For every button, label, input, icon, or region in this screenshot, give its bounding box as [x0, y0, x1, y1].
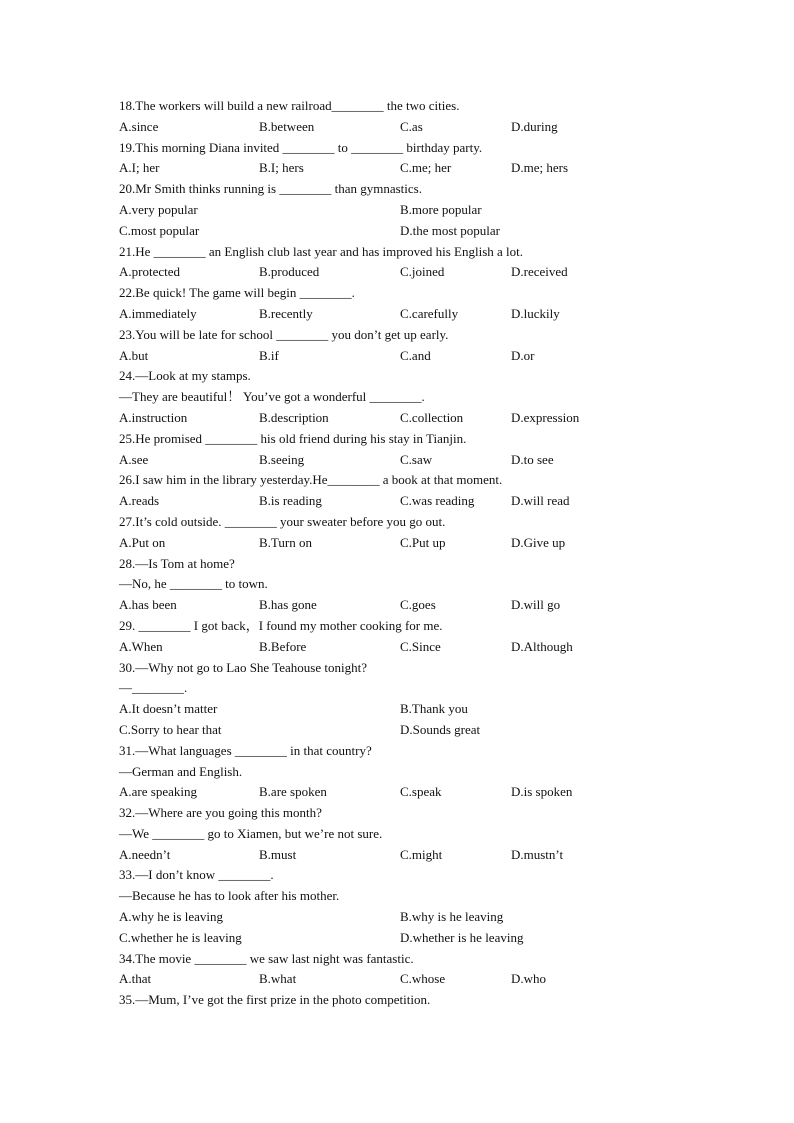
option-d: D.who [511, 971, 547, 987]
option-d: D.will read [511, 493, 570, 509]
option-c: C.whose [400, 971, 446, 987]
option-d: D.me; hers [511, 160, 569, 176]
option-c: C.carefully [400, 305, 459, 321]
option-c: C.Since [400, 638, 441, 654]
option-a: A.but [119, 347, 149, 363]
option-a: A.since [119, 118, 159, 134]
question-stem: 19.This morning Diana invited ________ to ________ birthday party. [119, 139, 483, 155]
option-b: B.between [259, 118, 315, 134]
option-c: C.and [400, 347, 431, 363]
option-c: C.might [400, 846, 443, 862]
question-stem: 31.—What languages ________ in that country? [119, 742, 372, 758]
option-a: A.very popular [119, 201, 198, 217]
question-stem: 27.It’s cold outside. ________ your sweater before you go out. [119, 513, 446, 529]
option-c: C.Put up [400, 534, 446, 550]
option-b: B.Before [259, 638, 307, 654]
option-d: D.or [511, 347, 535, 363]
options-row [119, 845, 719, 866]
option-a: A.needn’t [119, 846, 171, 862]
question-stem: 25.He promised ________ his old friend during his stay in Tianjin. [119, 430, 467, 446]
option-d: D.received [511, 264, 568, 280]
option-c: C.Sorry to hear that [119, 721, 222, 737]
option-a: A.When [119, 638, 163, 654]
option-c: C.speak [400, 784, 442, 800]
question-stem: 26.I saw him in the library yesterday.He________ a book at that moment. [119, 472, 503, 488]
question-stem: 32.—Where are you going this month? [119, 805, 322, 821]
option-c: C.as [400, 118, 423, 134]
option-c: C.most popular [119, 222, 200, 238]
option-d: D.Give up [511, 534, 566, 550]
option-b: B.are spoken [259, 784, 327, 800]
exam-page [119, 96, 719, 1011]
option-d: D.will go [511, 597, 561, 613]
option-d: D.whether is he leaving [400, 929, 524, 945]
dialogue-line: —Because he has to look after his mother. [119, 888, 340, 904]
question-stem: 23.You will be late for school ________ you don’t get up early. [119, 326, 449, 342]
option-b: B.description [259, 409, 329, 425]
option-d: D.is spoken [511, 784, 573, 800]
option-d: D.during [511, 118, 558, 134]
option-c: C.was reading [400, 493, 475, 509]
option-a: A.I; her [119, 160, 160, 176]
question-stem: 18.The workers will build a new railroad________ the two cities. [119, 98, 460, 113]
options-row [119, 969, 719, 990]
options-row [119, 200, 719, 221]
option-c: C.joined [400, 264, 445, 280]
option-d: D.Although [511, 638, 573, 654]
options-row [119, 491, 719, 512]
option-b: B.must [259, 846, 297, 862]
option-d: D.mustn’t [511, 846, 564, 862]
option-a: A.immediately [119, 305, 197, 321]
options-row [119, 928, 719, 949]
options-row [119, 408, 719, 429]
option-a: A.instruction [119, 409, 188, 425]
option-c: C.collection [400, 409, 464, 425]
option-d: D.Sounds great [400, 721, 481, 737]
option-a: A.protected [119, 264, 181, 280]
option-b: B.seeing [259, 451, 305, 467]
option-a: A.that [119, 971, 152, 987]
question-stem: 35.—Mum, I’ve got the first prize in the photo competition. [119, 992, 431, 1008]
option-b: B.more popular [400, 201, 482, 217]
options-row [119, 595, 719, 616]
option-b: B.what [259, 971, 297, 987]
question-stem: 34.The movie ________ we saw last night was fantastic. [119, 950, 414, 966]
option-a: A.why he is leaving [119, 909, 223, 925]
option-a: A.reads [119, 493, 160, 509]
option-b: B.why is he leaving [400, 909, 504, 925]
option-d: D.luckily [511, 305, 560, 321]
option-d: D.to see [511, 451, 554, 467]
options-row [119, 262, 719, 283]
option-b: B.Turn on [259, 534, 312, 550]
option-c: C.saw [400, 451, 433, 467]
options-row [119, 450, 719, 471]
option-b: B.is reading [259, 493, 322, 509]
option-b: B.Thank you [400, 701, 468, 717]
option-a: A.are speaking [119, 784, 197, 800]
options-row [119, 117, 719, 138]
option-b: B.has gone [259, 597, 317, 613]
dialogue-line: —________. [119, 680, 188, 696]
dialogue-line: —No, he ________ to town. [119, 576, 268, 592]
option-b: B.I; hers [259, 160, 304, 176]
option-d: D.expression [511, 409, 580, 425]
option-c: C.whether he is leaving [119, 929, 242, 945]
question-stem: 33.—I don’t know ________. [119, 867, 274, 883]
option-b: B.produced [259, 264, 320, 280]
dialogue-line: —We ________ go to Xiamen, but we’re not sure. [119, 825, 383, 841]
option-d: D.the most popular [400, 222, 501, 238]
question-stem: 29. ________ I got back，I found my mother cooking for me. [119, 617, 443, 633]
options-row [119, 907, 719, 928]
dialogue-line: —German and English. [119, 763, 243, 779]
options-row [119, 304, 719, 325]
options-row [119, 533, 719, 554]
question-stem: 22.Be quick! The game will begin ________. [119, 285, 355, 301]
option-b: B.if [259, 347, 279, 363]
options-row [119, 637, 719, 658]
option-a: A.has been [119, 597, 177, 613]
options-row [119, 346, 719, 367]
question-stem: 24.—Look at my stamps. [119, 368, 251, 384]
options-row [119, 699, 719, 720]
options-row [119, 158, 719, 179]
options-row [119, 782, 719, 803]
option-a: A.Put on [119, 534, 166, 550]
question-stem: 28.—Is Tom at home? [119, 555, 235, 571]
option-b: B.recently [259, 305, 313, 321]
option-c: C.me; her [400, 160, 452, 176]
option-a: A.It doesn’t matter [119, 701, 218, 717]
question-stem: 21.He ________ an English club last year and has improved his English a lot. [119, 243, 524, 259]
options-row [119, 221, 719, 242]
options-row [119, 720, 719, 741]
option-a: A.see [119, 451, 149, 467]
question-stem: 20.Mr Smith thinks running is ________ than gymnastics. [119, 181, 422, 197]
option-c: C.goes [400, 597, 436, 613]
dialogue-line: —They are beautiful！ You’ve got a wonderful ________. [119, 389, 425, 405]
question-stem: 30.—Why not go to Lao She Teahouse tonight? [119, 659, 367, 675]
